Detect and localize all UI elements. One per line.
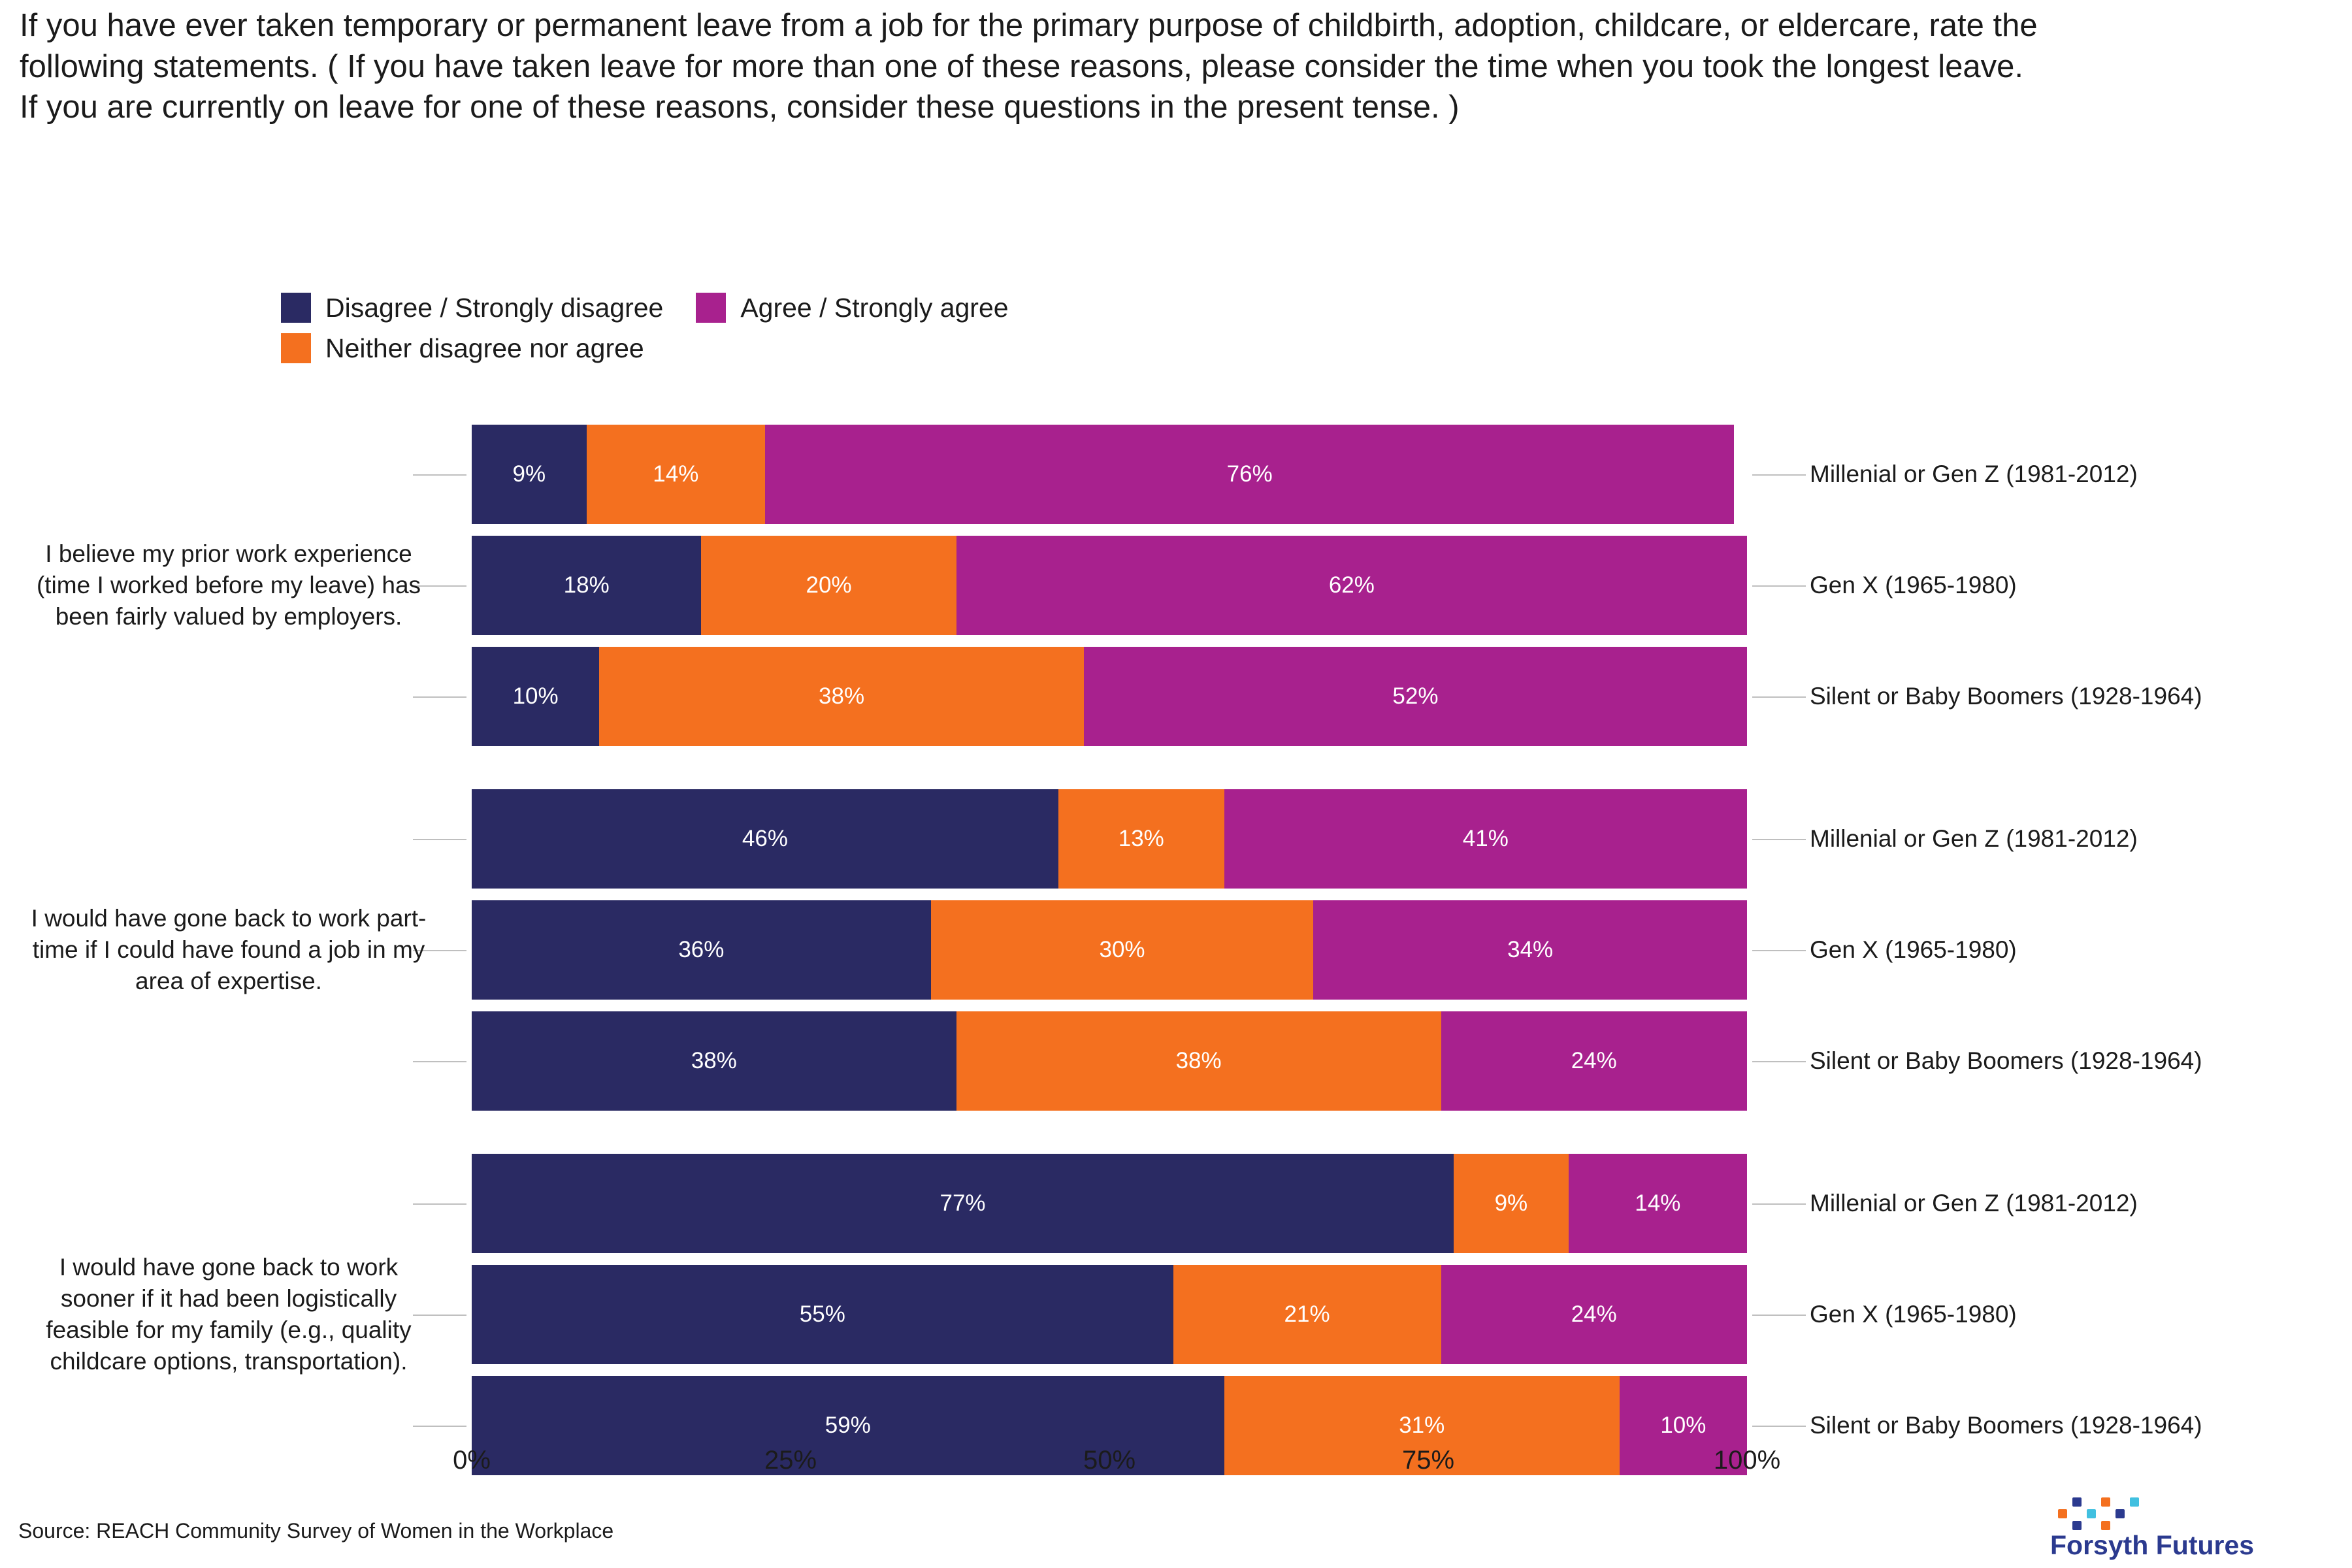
- category-tick: [1752, 696, 1806, 698]
- legend-row-2: [281, 328, 1457, 368]
- bar-segment[interactable]: [701, 536, 956, 635]
- bar-segment[interactable]: [472, 1265, 1173, 1364]
- plot-area: [472, 425, 1747, 1438]
- bar-segment-label: 24%: [1571, 1301, 1617, 1327]
- bar-segment-label: 38%: [1175, 1048, 1222, 1073]
- bar-segment[interactable]: [1441, 1011, 1747, 1111]
- bar-segment-label: 38%: [691, 1048, 737, 1073]
- legend-label-disagree: Disagree / Strongly disagree: [325, 292, 664, 323]
- bar-segment-label: 20%: [806, 572, 852, 598]
- facet-tick: [413, 696, 466, 698]
- bar-segment-label: 13%: [1118, 826, 1164, 851]
- bar-segment-label: 10%: [512, 683, 559, 709]
- category-label: Gen X (1965-1980): [1810, 936, 2017, 963]
- category-label: Millenial or Gen Z (1981-2012): [1810, 461, 2138, 487]
- category-label: Silent or Baby Boomers (1928-1964): [1810, 683, 2202, 710]
- facet-label: I would have gone back to work sooner if it had been logistically feasible for my family (e.g., quality childcare options, transportation).: [46, 1253, 412, 1375]
- bar-segment[interactable]: [472, 789, 1058, 889]
- bar-segment[interactable]: [472, 647, 599, 746]
- category-label: Silent or Baby Boomers (1928-1964): [1810, 1047, 2202, 1074]
- bar-segment[interactable]: [1569, 1154, 1747, 1253]
- legend-swatch-neither: [281, 333, 311, 363]
- bar-segment-label: 18%: [563, 572, 610, 598]
- bar-segment[interactable]: [472, 1011, 956, 1111]
- legend-label-neither: Neither disagree nor agree: [325, 333, 644, 363]
- bar-segment-label: 76%: [1226, 461, 1273, 487]
- bar-segment-label: 30%: [1099, 937, 1145, 962]
- legend-swatch-agree: [696, 293, 726, 323]
- stacked-bar-row: [472, 647, 1747, 746]
- x-axis: [453, 1441, 1781, 1486]
- bar-segment-label: 10%: [1660, 1413, 1707, 1438]
- category-label: Millenial or Gen Z (1981-2012): [1810, 1190, 2138, 1217]
- facet-label: I would have gone back to work part-time if I could have found a job in my area of expertise.: [31, 904, 427, 995]
- x-axis-tick-label: 100%: [1713, 1446, 1781, 1475]
- bar-segment[interactable]: [472, 900, 931, 1000]
- bar-segment-label: 14%: [653, 461, 699, 487]
- x-axis-tick-label: 25%: [764, 1446, 817, 1475]
- bar-segment-label: 9%: [512, 461, 546, 487]
- bar-segment-label: 55%: [799, 1301, 845, 1327]
- stacked-bar-row: [472, 425, 1747, 524]
- bar-segment-label: 59%: [825, 1413, 871, 1438]
- bar-segment[interactable]: [587, 425, 765, 524]
- chart-legend: [281, 287, 1457, 368]
- category-label: Gen X (1965-1980): [1810, 1301, 2017, 1328]
- facet-tick: [413, 474, 466, 476]
- bar-segment-label: 34%: [1507, 937, 1554, 962]
- bar-segment[interactable]: [1173, 1265, 1441, 1364]
- bar-segment-label: 62%: [1328, 572, 1375, 598]
- bar-segment[interactable]: [1454, 1154, 1569, 1253]
- facet-tick: [413, 1061, 466, 1062]
- bar-segment[interactable]: [472, 1154, 1454, 1253]
- bar-segment-label: 21%: [1284, 1301, 1330, 1327]
- bar-segment[interactable]: [956, 536, 1747, 635]
- legend-item-agree[interactable]: [696, 293, 1008, 323]
- category-tick: [1752, 585, 1806, 587]
- bar-segment[interactable]: [1058, 789, 1224, 889]
- bar-segment[interactable]: [472, 536, 701, 635]
- bar-segment-label: 46%: [742, 826, 788, 851]
- stacked-bar-row: [472, 789, 1747, 889]
- legend-label-agree: Agree / Strongly agree: [740, 292, 1009, 323]
- bar-segment-label: 41%: [1462, 826, 1509, 851]
- bar-segment[interactable]: [765, 425, 1735, 524]
- bar-segment-label: 77%: [939, 1190, 986, 1216]
- bar-segment-label: 24%: [1571, 1048, 1617, 1073]
- x-axis-tick-label: 0%: [453, 1446, 491, 1475]
- logo-text: Forsyth Futures: [2050, 1530, 2255, 1560]
- bar-segment-label: 31%: [1399, 1413, 1445, 1438]
- x-axis-tick-label: 75%: [1401, 1446, 1455, 1475]
- facet-label: I believe my prior work experience (time I worked before my leave) has been fairly valued by employers.: [36, 540, 421, 630]
- source-note: Source: REACH Community Survey of Women in the Workplace: [18, 1519, 614, 1543]
- bar-segment-label: 9%: [1494, 1190, 1528, 1216]
- bar-segment[interactable]: [599, 647, 1084, 746]
- x-axis-tick-label: 50%: [1083, 1446, 1136, 1475]
- category-tick: [1752, 1426, 1806, 1427]
- stacked-bar-row: [472, 1265, 1747, 1364]
- bar-segment-label: 14%: [1635, 1190, 1681, 1216]
- category-label: Silent or Baby Boomers (1928-1964): [1810, 1412, 2202, 1439]
- category-tick: [1752, 950, 1806, 951]
- bar-segment[interactable]: [956, 1011, 1441, 1111]
- legend-swatch-disagree: [281, 293, 311, 323]
- category-tick: [1752, 839, 1806, 840]
- bar-segment-label: 36%: [678, 937, 725, 962]
- bar-segment[interactable]: [1084, 647, 1747, 746]
- logo-dots-icon: [2058, 1497, 2136, 1530]
- facet-tick: [413, 1203, 466, 1205]
- forsyth-futures-logo: [2038, 1496, 2313, 1561]
- category-tick: [1752, 474, 1806, 476]
- legend-item-neither[interactable]: [281, 333, 644, 364]
- category-tick: [1752, 1061, 1806, 1062]
- stacked-bar-row: [472, 1154, 1747, 1253]
- stacked-bar-row: [472, 536, 1747, 635]
- bar-segment[interactable]: [1441, 1265, 1747, 1364]
- bar-segment[interactable]: [931, 900, 1314, 1000]
- bar-segment[interactable]: [472, 425, 587, 524]
- bar-segment[interactable]: [1313, 900, 1747, 1000]
- chart-title: If you have ever taken temporary or permanent leave from a job for the primary purpose of childbirth, adoption, childcare, or eldercare, rate the following statements. ( If you have taken leave for more than one of these reasons, please consider the time when you took the longest leave. If you are currently on leave for one of these reasons, consider these questions in the present tense. ): [20, 8, 2047, 125]
- category-label: Millenial or Gen Z (1981-2012): [1810, 825, 2138, 852]
- bar-segment-label: 38%: [819, 683, 865, 709]
- category-tick: [1752, 1315, 1806, 1316]
- facet-tick: [413, 1426, 466, 1427]
- legend-item-disagree[interactable]: [281, 293, 663, 323]
- stacked-bar-row: [472, 900, 1747, 1000]
- stacked-bar-row: [472, 1011, 1747, 1111]
- bar-segment-label: 52%: [1392, 683, 1439, 709]
- bar-segment[interactable]: [1224, 789, 1747, 889]
- category-label: Gen X (1965-1980): [1810, 572, 2017, 598]
- facet-tick: [413, 839, 466, 840]
- legend-row-1: [281, 287, 1457, 328]
- category-tick: [1752, 1203, 1806, 1205]
